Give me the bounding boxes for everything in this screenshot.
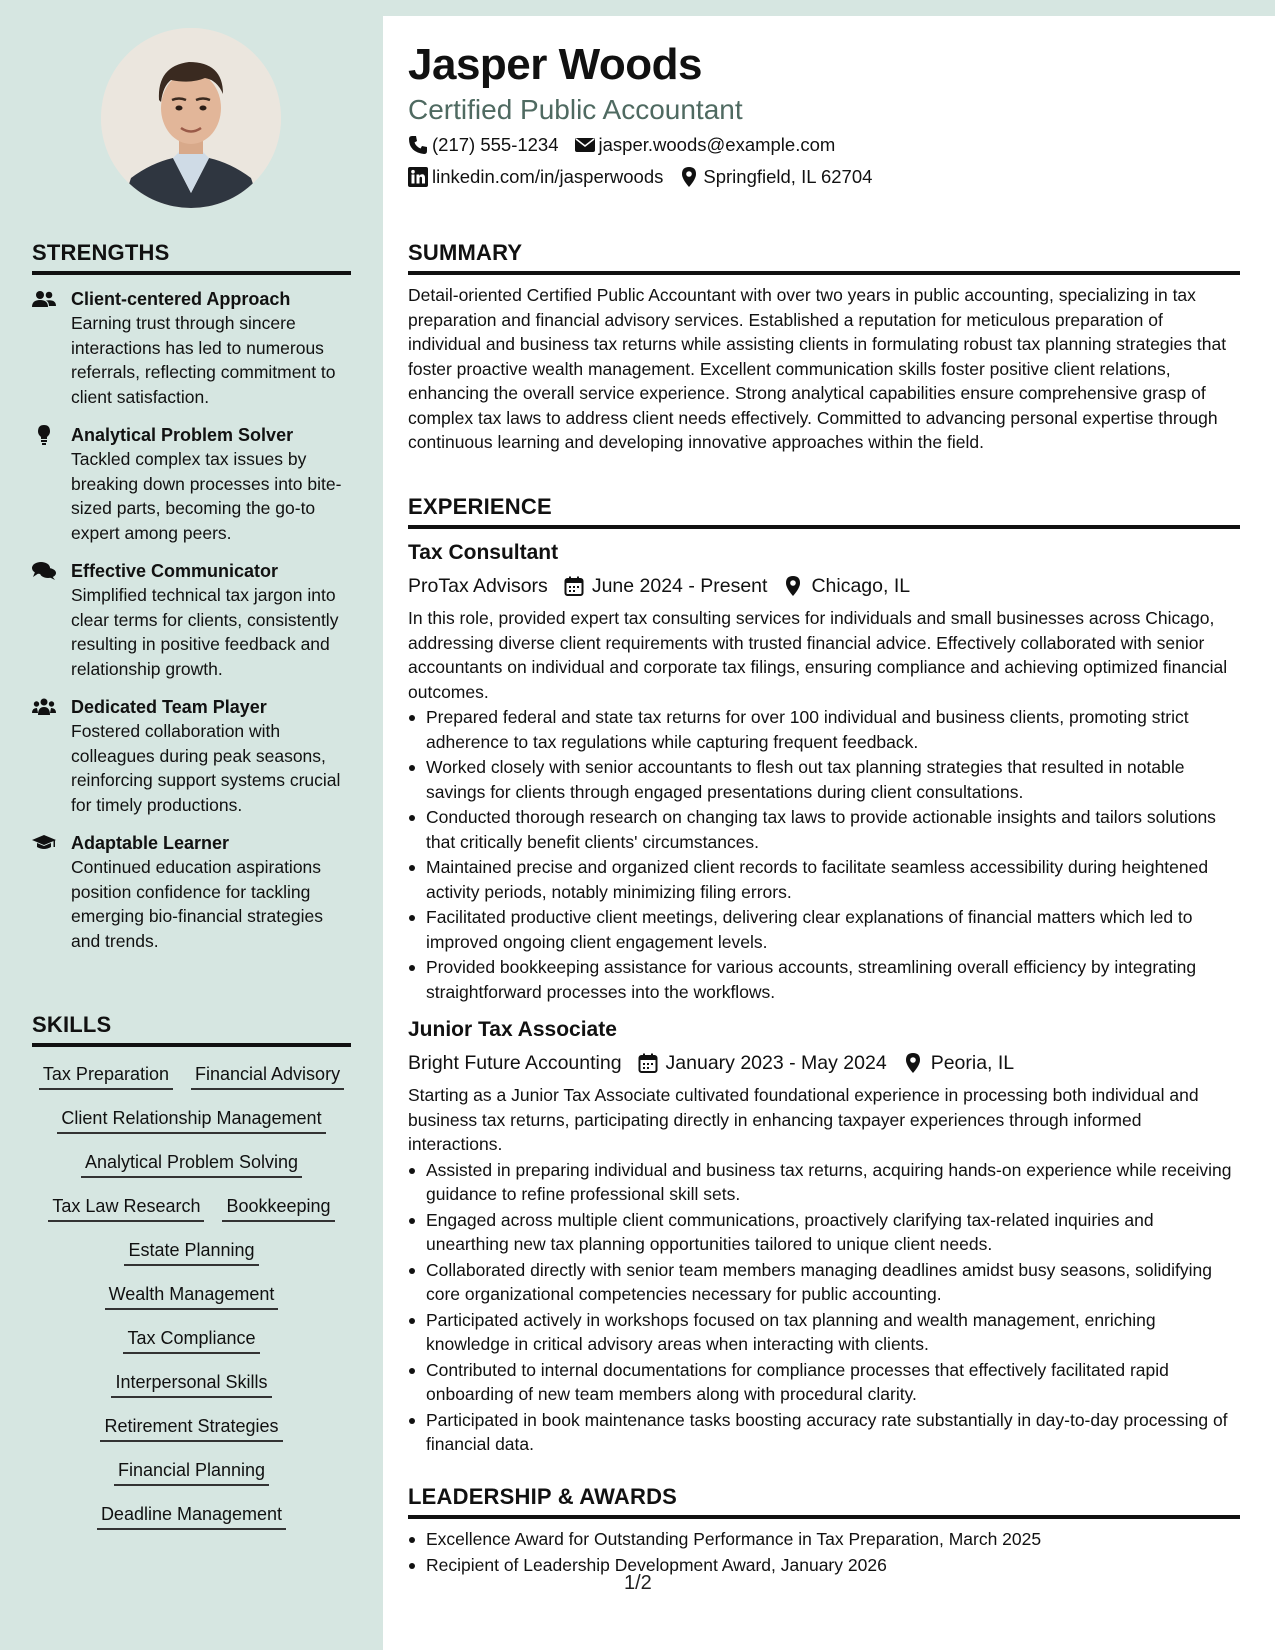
page-number: 1/2	[624, 1572, 652, 1594]
job-role: Tax Consultant	[408, 541, 559, 564]
award-item: Recipient of Leadership Development Award, January 2026	[426, 1553, 1240, 1578]
phone-contact	[408, 134, 559, 156]
bullet-item: Facilitated productive client meetings, delivering clear explanations of financial matters which led to improved ongoing client engagement levels.	[426, 905, 1240, 954]
skill-tag: Deadline Management	[97, 1503, 286, 1530]
job-location: Chicago, IL	[811, 575, 911, 597]
linkedin-icon	[408, 167, 428, 187]
calendar-icon	[564, 576, 584, 596]
strength-title: Adaptable Learner	[71, 833, 230, 853]
job-description: Starting as a Junior Tax Associate cultivated foundational experience in processing both individual and business tax returns, participating directly in enhancing taxpayer experiences through informed interactions.	[408, 1085, 1199, 1154]
summary-section	[408, 240, 1240, 455]
strength-desc: Simplified technical tax jargon into clear terms for clients, consistently resulting in positive feedback and relationship growth.	[71, 585, 339, 679]
skill-tag: Financial Advisory	[191, 1063, 344, 1090]
bullet-item: Participated actively in workshops focused on tax planning and wealth management, enriching knowledge in critical advisory areas when interacting with clients.	[426, 1308, 1240, 1357]
skill-tag: Bookkeeping	[222, 1195, 334, 1222]
bullet-item: Conducted thorough research on changing tax laws to provide actionable insights and tailors solutions that critically benefit clients' circumstances.	[426, 805, 1240, 854]
skill-tag: Interpersonal Skills	[111, 1371, 271, 1398]
experience-section	[408, 494, 1240, 1457]
bullet-item: Engaged across multiple client communications, proactively clarifying tax-related inquiries and unearthing new tax planning opportunities tailored to unique client needs.	[426, 1208, 1240, 1257]
job-entry	[408, 539, 1240, 1004]
award-item: Excellence Award for Outstanding Performance in Tax Preparation, March 2025	[426, 1527, 1240, 1552]
skills-list	[32, 1063, 351, 1530]
job-dates: June 2024 - Present	[591, 575, 768, 597]
strength-desc: Continued education aspirations position confidence for tackling emerging bio-financial strategies and trends.	[71, 857, 323, 951]
lightbulb-icon	[32, 425, 56, 445]
bullet-item: Prepared federal and state tax returns for over 100 individual and business clients, promoting strict adherence to tax regulations while capturing frequent feedback.	[426, 705, 1240, 754]
awards-list	[408, 1527, 1240, 1577]
bullet-item: Assisted in preparing individual and business tax returns, acquiring hands-on experience while receiving guidance to refine professional skill sets.	[426, 1158, 1240, 1207]
linkedin-text: linkedin.com/in/jasperwoods	[432, 166, 664, 187]
skills-title: SKILLS	[32, 1012, 351, 1047]
email-contact[interactable]	[575, 134, 836, 156]
strength-item	[32, 695, 351, 817]
awards-section	[408, 1484, 1240, 1577]
strength-title: Dedicated Team Player	[71, 697, 267, 717]
summary-title: SUMMARY	[408, 240, 1240, 275]
job-bullets	[408, 1158, 1240, 1457]
strengths-section	[32, 240, 351, 953]
linkedin-contact[interactable]	[408, 166, 663, 188]
skill-tag: Tax Law Research	[48, 1195, 204, 1222]
job-company: ProTax Advisors	[408, 575, 548, 597]
experience-title: EXPERIENCE	[408, 494, 1240, 529]
profile-photo	[101, 28, 281, 208]
email-text: jasper.woods@example.com	[598, 134, 836, 155]
contact-row-1	[408, 134, 835, 156]
map-pin-icon	[679, 167, 699, 187]
job-meta	[408, 1049, 1240, 1077]
team-icon	[32, 697, 56, 717]
map-pin-icon	[783, 576, 803, 596]
strength-item	[32, 423, 351, 545]
job-description: In this role, provided expert tax consulting services for individuals and small businesses across Chicago, addressing diverse client requirements with trusted financial advice. Effectively collaborated with senior accountants on individual and corporate tax filings, ensuring compliance and achieving optimized financial outcomes.	[408, 608, 1228, 702]
phone-icon	[408, 135, 428, 155]
job-entry	[408, 1016, 1240, 1457]
strength-title: Effective Communicator	[71, 561, 279, 581]
skills-section	[32, 1012, 351, 1547]
bullet-item: Maintained precise and organized client records to facilitate seamless accessibility during heightened activity periods, notably minimizing filing errors.	[426, 855, 1240, 904]
strength-desc: Tackled complex tax issues by breaking down processes into bite-sized parts, becoming the go-to expert among peers.	[71, 449, 342, 543]
skill-tag: Client Relationship Management	[57, 1107, 325, 1134]
strength-desc: Earning trust through sincere interactions has led to numerous referrals, reflecting commitment to client satisfaction.	[71, 313, 336, 407]
strength-item	[32, 559, 351, 681]
location-contact	[679, 166, 872, 188]
strength-item	[32, 831, 351, 953]
job-company: Bright Future Accounting	[408, 1052, 622, 1074]
skill-tag: Retirement Strategies	[100, 1415, 282, 1442]
calendar-icon	[638, 1053, 658, 1073]
bullet-item: Contributed to internal documentations for compliance processes that effectively facilitated rapid onboarding of new team members along with procedural clarity.	[426, 1358, 1240, 1407]
bullet-item: Collaborated directly with senior team members managing deadlines amidst busy seasons, solidifying core organizational competencies necessary for public accounting.	[426, 1258, 1240, 1307]
bullet-item: Participated in book maintenance tasks boosting accuracy rate substantially in day-to-day processing of financial data.	[426, 1408, 1240, 1457]
strength-title: Analytical Problem Solver	[71, 425, 294, 445]
job-role: Junior Tax Associate	[408, 1018, 617, 1041]
strengths-title: STRENGTHS	[32, 240, 351, 275]
comments-icon	[32, 561, 56, 581]
bullet-item: Worked closely with senior accountants to flesh out tax planning strategies that resulted in notable savings for clients through engaged presentations during client consultations.	[426, 755, 1240, 804]
skill-tag: Tax Preparation	[39, 1063, 173, 1090]
contact-row-2	[408, 166, 872, 188]
users-icon	[32, 289, 56, 309]
job-meta	[408, 572, 1240, 600]
map-pin-icon	[903, 1053, 923, 1073]
job-location: Peoria, IL	[930, 1052, 1015, 1074]
skill-tag: Analytical Problem Solving	[81, 1151, 302, 1178]
envelope-icon	[575, 135, 595, 155]
candidate-name: Jasper Woods	[408, 40, 702, 89]
skill-tag: Financial Planning	[114, 1459, 269, 1486]
graduation-cap-icon	[32, 833, 56, 853]
awards-title: LEADERSHIP & AWARDS	[408, 1484, 1240, 1519]
strength-item	[32, 287, 351, 409]
skill-tag: Tax Compliance	[123, 1327, 259, 1354]
job-bullets	[408, 705, 1240, 1004]
main-column	[408, 0, 1240, 1650]
job-dates: January 2023 - May 2024	[665, 1052, 887, 1074]
strength-desc: Fostered collaboration with colleagues during peak seasons, reinforcing support systems crucial for timely productions.	[71, 721, 341, 815]
phone-text: (217) 555-1234	[432, 134, 559, 155]
strength-title: Client-centered Approach	[71, 289, 291, 309]
candidate-title: Certified Public Accountant	[408, 94, 743, 125]
summary-text: Detail-oriented Certified Public Accountant with over two years in public accounting, specializing in tax preparation and financial advisory services. Established a reputation for meticulous preparation of individual and business tax returns while assisting clients in formulating robust tax planning strategies that foster proactive wealth management. Excellent communication skills foster positive client relations, enhancing the overall service experience. Strong analytical capabilities ensure comprehensive grasp of complex tax laws to address client needs effectively. Committed to advancing personal expertise through continuous learning and developing innovative approaches within the field.	[408, 285, 1227, 452]
skill-tag: Estate Planning	[124, 1239, 258, 1266]
location-text: Springfield, IL 62704	[703, 166, 873, 187]
bullet-item: Provided bookkeeping assistance for various accounts, streamlining overall efficiency by integrating straightforward processes into the workflows.	[426, 955, 1240, 1004]
skill-tag: Wealth Management	[105, 1283, 279, 1310]
